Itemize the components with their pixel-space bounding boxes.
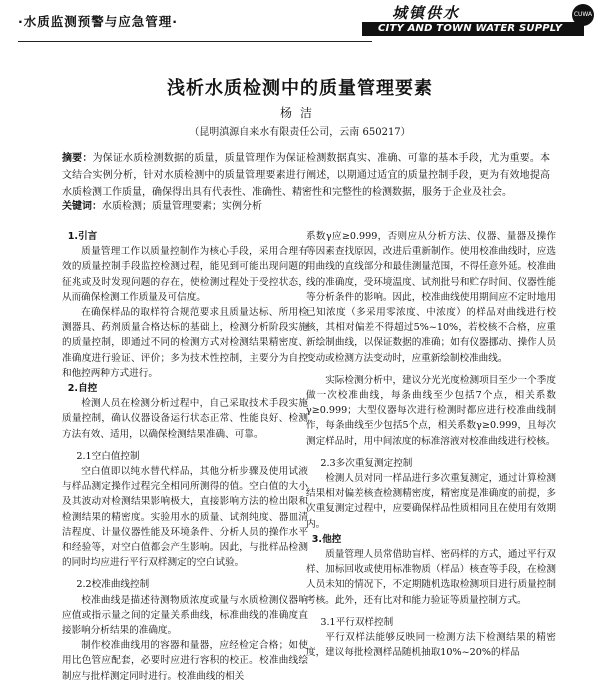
body-paragraph: 实际检测分析中，建议分光光度检测项目至少一个季度做一次校准曲线，每条曲线至少包括7个点，相关系数γ≥0.999；大型仪器每次进行检测时都应进行校准曲线制作，每条曲线至少包括5个点，相关系数γ≥0.999，且每次测定样品时，用中间浓度的标准溶液对校准曲线进行校核。 <box>306 374 556 447</box>
brand-english-name: CITY AND TOWN WATER SUPPLY <box>378 23 563 34</box>
body-paragraph: 平行双样法能够反映同一检测方法下检测结果的精密度，建议每批检测样品随机抽取10%~20%的样品 <box>306 632 556 659</box>
subsection-heading: 2.1空白值控制 <box>76 450 140 462</box>
body-paragraph: 制作校准曲线用的容器和量器，应经检定合格；如使用比色管应配套，必要时应进行容积的校正。校准曲线绘制应与批样测定同时进行。校准曲线的相关 <box>62 640 308 682</box>
body-paragraph: 质量管理人员常借助盲样、密码样的方式，通过平行双样、加标回收或使用标准物质（样品）核查等手段，在检测人员未知的情况下，不定期随机选取检测项目进行质量控制考核。此外，还有比对和能力验证等质量控制方式。 <box>306 549 556 606</box>
abstract-label: 摘要： <box>62 153 93 164</box>
page-header <box>0 0 600 48</box>
abstract-text: 为保证水质检测数据的质量，质量管理作为保证检测数据真实、准确、可靠的基本手段，尤为重要。本文结合实例分析，针对水质检测中的质量管理要素进行阐述，以期通过适宜的质量控制手段，更为有效地提高水质检测工作质量，确保得出具有代表性、准确性、精密性和完整性的检测数据，服务于企业及社会。 <box>62 153 551 198</box>
journal-brand <box>362 0 594 40</box>
keywords-text: 水质检测；质量管理要素；实例分析 <box>102 201 262 212</box>
header-rule <box>18 41 372 42</box>
article-author: 杨洁 <box>279 106 320 120</box>
keywords <box>62 199 550 215</box>
body-paragraph: 空白值即以纯水替代样品，其他分析步骤及使用试液与样品测定操作过程完全相同所测得的值。空白值的大小及其波动对检测结果影响极大，直接影响方法的检出限和检测结果的精密度。实验用水的质量、试剂纯度、器皿清洁程度、计量仪器性能及环境条件、分析人员的操作水平和经验等，对空白值都会产生影响。因此，与批样品检测的同时均应进行平行双样测定的空白试验。 <box>62 466 308 569</box>
section-label: ·水质监测预警与应急管理· <box>18 14 178 29</box>
body-paragraph: 校准曲线是描述待测物质浓度或量与水质检测仪器响应值或指示量之间的定量关系曲线，标准曲线的准确度直接影响分析结果的准确度。 <box>62 594 308 637</box>
article-title: 浅析水质检测中的质量管理要素 <box>167 78 433 99</box>
author-affiliation: （昆明滇源自来水有限责任公司，云南 650217） <box>189 127 411 138</box>
abstract <box>62 150 550 201</box>
paragraph-gap <box>306 608 556 615</box>
body-paragraph: 检测人员对同一样品进行多次重复测定，通过计算检测结果相对偏差核查检测精密度，精密度是准确度的前提，多次重复测定过程中，应要确保样品性质相同且在使用有效期内。 <box>306 473 556 530</box>
subsection-heading: 2.2校准曲线控制 <box>76 579 150 591</box>
subsection-heading: 2.3多次重复测定控制 <box>320 457 413 469</box>
keywords-label: 关键词： <box>62 201 102 212</box>
body-paragraph: 在确保样品的取样符合规范要求且质量达标、所用检测器具、药剂质量合格达标的基础上，检测分析阶段实施的质量控制，即通过不同的检测方式对检测结果精密度、准确度进行验证、评价；多为技术性控制，主要分为自控和他控两种方式进行。 <box>62 307 308 379</box>
body-paragraph: 检测人员在检测分析过程中，自己采取技术手段实施质量控制，确认仪器设备运行状态正常、性能良好、检测方法有效、适用，以确保检测结果准确、可靠。 <box>62 398 308 440</box>
section-heading: 3.他控 <box>311 533 342 545</box>
paragraph-gap <box>62 570 308 577</box>
body-paragraph: 系数γ应≥0.999，否则应从分析方法、仪器、量器及操作等因素查找原因，改进后重新制作。使用校准曲线时，应选用曲线的直线部分和最佳测量范围，不得任意外延。校准曲线的准确度，受环境温度、试剂批号和贮存时间、仪器性能等分析条件的影响。因此，校准曲线使用期间应不定时地用已知浓度（多采用零浓度、中浓度）的样品对曲线进行校核，其相对偏差不得超过5%~10%，若校核不合格，应重新绘制曲线，以保证数据的准确；如有仪器挪动、操作人员变动或检测方法变动时，应重新绘制校准曲线。 <box>306 231 556 364</box>
paragraph-gap <box>306 366 556 373</box>
brand-logo-icon: CUWA <box>572 4 594 26</box>
subsection-heading: 3.1平行双样控制 <box>320 616 394 628</box>
paragraph-gap <box>62 442 308 449</box>
section-heading: 2.自控 <box>67 383 98 395</box>
body-column-right <box>306 229 556 660</box>
brand-chinese-name: 城镇供水 <box>392 4 461 22</box>
body-column-left <box>62 229 308 684</box>
paragraph-gap <box>306 449 556 456</box>
section-heading: 1.引言 <box>67 231 98 242</box>
body-paragraph: 质量管理工作以质量控制作为核心手段，采用合理有效的质量控制手段监控检测过程，能见到可能出现问题的征兆或及时发现问题的存在，使检测过程处于受控状态，从而确保检测工作质量及可信度。 <box>62 246 308 303</box>
